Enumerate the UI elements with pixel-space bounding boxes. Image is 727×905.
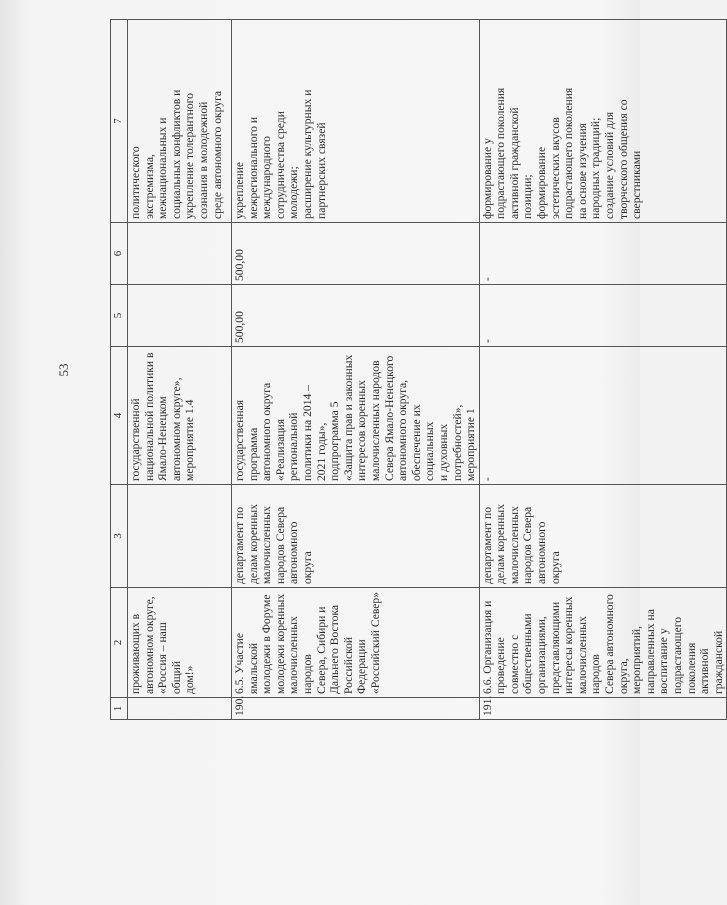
funding-value: -: [479, 285, 727, 347]
responsible-body: [128, 485, 232, 588]
expected-result: укрепление межрегионального и международного сотрудничества среди молодежи; расширение культурных и партнерских связей: [232, 20, 480, 223]
measure-name: проживающих в автономном округе, «Россия – наш общий дом!»: [128, 588, 232, 698]
column-header: 4: [111, 347, 128, 485]
measures-table: [110, 19, 727, 720]
responsible-body: департамент по делам коренных малочисленных народов Севера автономного округа: [479, 485, 727, 588]
funding-value: -: [479, 223, 727, 285]
program-source: государственная программа автономного округа «Реализация региональной политики на 2014 – 2021 годы», подпрограмма 5 «Защита прав и законных интересов коренных малочисленных народов Севера Ямало-Ненецкого автономного округа, обеспечение их социальных и духовных потребностей», мероприятие 1: [232, 347, 480, 485]
funding-value: [128, 223, 232, 285]
funding-value: 500,00: [232, 285, 480, 347]
program-source: -: [479, 347, 727, 485]
rotated-table-container: [110, 20, 725, 720]
expected-result: политического экстремизма, межнациональных и социальных конфликтов и укрепление толерантного сознания в молодежной среде автономного округа: [128, 20, 232, 223]
page-number: 53: [56, 363, 71, 377]
row-number: 190.: [232, 698, 480, 720]
program-source: государственной национальной политики в Ямало-Ненецком автономном округе», мероприятие 1.4: [128, 347, 232, 485]
table-row: [232, 20, 480, 720]
funding-value: [128, 285, 232, 347]
measure-name: 6.6. Организация и проведение совместно с общественными организациями, представляющими интересы коренных малочисленных народов Севера автономного округа, мероприятий, направленных на воспитание у подрастающего поколения активной гражданской: [479, 588, 727, 698]
row-number: [128, 698, 232, 720]
column-header: 7: [111, 20, 128, 223]
measure-name: 6.5. Участие ямальской молодежи в Форуме молодежи коренных малочисленных народов Севера, Сибири и Дальнего Востока Российской Федерации «Российский Север»: [232, 588, 480, 698]
column-header: 2: [111, 588, 128, 698]
table-row: [128, 20, 232, 720]
expected-result: формирование у подрастающего поколения активной гражданской позиции; формирование эстетических вкусов подрастающего поколения на основе изучения народных традиций; создание условий для творческого общения со сверстниками: [479, 20, 727, 223]
column-header: 1: [111, 698, 128, 720]
column-header: 5: [111, 285, 128, 347]
funding-value: 500,00: [232, 223, 480, 285]
column-header: 3: [111, 485, 128, 588]
responsible-body: департамент по делам коренных малочисленных народов Севера автономного округа: [232, 485, 480, 588]
column-header: 6: [111, 223, 128, 285]
table-row: [479, 20, 727, 720]
row-number: 191.: [479, 698, 727, 720]
table-header-row: [111, 20, 128, 720]
